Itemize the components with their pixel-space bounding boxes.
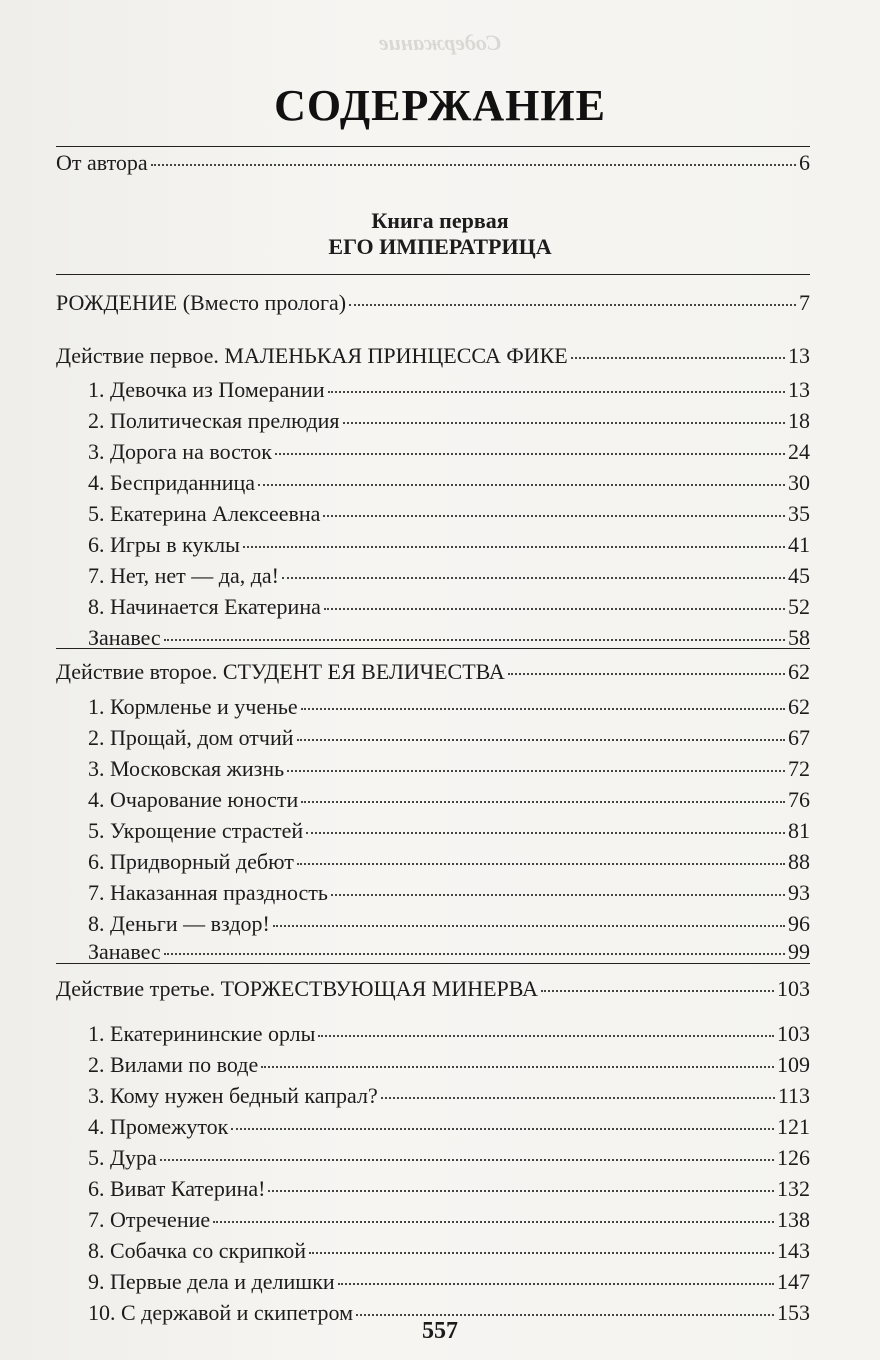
entry-label: 2. Политическая прелюдия [88, 408, 340, 433]
dot-leader [541, 989, 774, 992]
page-number: 557 [422, 1318, 458, 1344]
entry-page: 52 [788, 594, 810, 619]
toc-entry-chapter [88, 1234, 810, 1268]
entry-page: 113 [777, 1083, 810, 1108]
dot-leader [213, 1220, 774, 1223]
entry-page: 6 [799, 150, 810, 175]
book-title: ЕГО ИМПЕРАТРИЦА [328, 234, 552, 259]
toc-entry-prologue [56, 286, 810, 320]
toc-entry-chapter [88, 497, 810, 531]
toc-entry-chapter [88, 1017, 810, 1051]
toc-entry-act [56, 972, 810, 1006]
toc-entry-chapter [88, 1079, 810, 1113]
entry-label: От автора [56, 150, 148, 175]
running-header-show-through: Содержание [378, 30, 502, 55]
entry-page: 153 [777, 1300, 810, 1325]
entry-label: 1. Кормленье и ученье [88, 694, 298, 719]
entry-label: 7. Нет, нет — да, да! [88, 563, 280, 588]
entry-label: 7. Отречение [88, 1207, 211, 1232]
entry-page: 13 [788, 377, 810, 402]
toc-entry-chapter [88, 528, 810, 562]
dot-leader [309, 1251, 774, 1254]
entry-page: 30 [788, 470, 810, 495]
entry-page: 93 [788, 880, 810, 905]
dot-leader [338, 1282, 774, 1285]
entry-label: Действие первое. МАЛЕНЬКАЯ ПРИНЦЕССА ФИКЕ [56, 343, 568, 368]
entry-page: 103 [777, 976, 810, 1001]
entry-label: 9. Первые дела и делишки [88, 1269, 335, 1294]
dot-leader [508, 672, 785, 675]
entry-label: 6. Игры в куклы [88, 532, 240, 557]
entry-label: 10. С державой и скипетром [88, 1300, 354, 1325]
toc-entry-chapter [88, 466, 810, 500]
entry-label: 6. Придворный дебют [88, 849, 294, 874]
dot-leader [356, 1313, 774, 1316]
entry-label: 2. Прощай, дом отчий [88, 725, 294, 750]
entry-page: 62 [788, 694, 810, 719]
entry-label: 8. Деньги — вздор! [88, 911, 270, 936]
dot-leader [343, 421, 785, 424]
entry-label: 3. Московская жизнь [88, 756, 285, 781]
entry-page: 147 [777, 1269, 810, 1294]
toc-entry-chapter [88, 435, 810, 469]
entry-page: 88 [788, 849, 810, 874]
dot-leader [328, 390, 785, 393]
toc-entry-chapter [88, 752, 810, 786]
entry-label: 3. Дорога на восток [88, 439, 272, 464]
entry-page: 76 [788, 787, 810, 812]
entry-label: 6. Виват Катерина! [88, 1176, 266, 1201]
entry-label: 8. Собачка со скрипкой [88, 1238, 307, 1263]
toc-entry-act [56, 655, 810, 689]
entry-label: 1. Екатерининские орлы [88, 1021, 316, 1046]
toc-entry-chapter [88, 814, 810, 848]
entry-label: 8. Начинается Екатерина [88, 594, 321, 619]
entry-label: 5. Дура [88, 1145, 157, 1170]
entry-page: 18 [788, 408, 810, 433]
toc-entry-chapter [88, 876, 810, 910]
toc-entry-chapter [88, 1141, 810, 1175]
toc-entry-chapter [88, 373, 810, 407]
entry-label: 2. Вилами по воде [88, 1052, 259, 1077]
dot-leader [297, 862, 785, 865]
entry-page: 62 [788, 659, 810, 684]
entry-label: Действие третье. ТОРЖЕСТВУЮЩАЯ МИНЕРВА [56, 976, 538, 1001]
dot-leader [273, 924, 785, 927]
entry-label: 3. Кому нужен бедный капрал? [88, 1083, 378, 1108]
toc-entry-chapter [88, 721, 810, 755]
entry-page: 35 [788, 501, 810, 526]
dot-leader [306, 831, 785, 834]
entry-page: 81 [788, 818, 810, 843]
book-subtitle: Книга первая [371, 208, 509, 233]
entry-label: 5. Укрощение страстей [88, 818, 304, 843]
toc-entry-curtain [88, 621, 810, 655]
entry-page: 109 [777, 1052, 810, 1077]
entry-label: 4. Очарование юности [88, 787, 299, 812]
dot-leader [381, 1096, 775, 1099]
dot-leader [268, 1189, 774, 1192]
toc-entry-chapter [88, 1203, 810, 1237]
entry-page: 67 [788, 725, 810, 750]
entry-label: 4. Промежуток [88, 1114, 229, 1139]
dot-leader [297, 738, 786, 741]
entry-page: 126 [777, 1145, 810, 1170]
divider [56, 648, 810, 649]
entry-page: 72 [788, 756, 810, 781]
dot-leader [261, 1065, 774, 1068]
dot-leader [301, 707, 785, 710]
entry-page: 99 [788, 939, 810, 964]
entry-page: 24 [788, 439, 810, 464]
entry-page: 103 [777, 1021, 810, 1046]
toc-entry-intro [56, 146, 810, 180]
dot-leader [349, 303, 796, 306]
entry-page: 138 [777, 1207, 810, 1232]
entry-label: РОЖДЕНИЕ (Вместо пролога) [56, 290, 347, 315]
toc-entry-chapter [88, 559, 810, 593]
entry-label: 5. Екатерина Алексеевна [88, 501, 321, 526]
toc-entry-chapter [88, 845, 810, 879]
toc-entry-act [56, 339, 810, 373]
entry-page: 7 [799, 290, 810, 315]
toc-entry-chapter [88, 404, 810, 438]
entry-page: 13 [788, 343, 810, 368]
entry-page: 143 [777, 1238, 810, 1263]
dot-leader [318, 1034, 774, 1037]
entry-label: Занавес [88, 625, 161, 650]
dot-leader [301, 800, 785, 803]
toc-entry-chapter [88, 690, 810, 724]
divider [56, 274, 810, 275]
dot-leader [571, 356, 785, 359]
dot-leader [331, 893, 785, 896]
entry-label: 7. Наказанная праздность [88, 880, 328, 905]
entry-label: Действие второе. СТУДЕНТ ЕЯ ВЕЛИЧЕСТВА [56, 659, 505, 684]
entry-page: 45 [788, 563, 810, 588]
dot-leader [164, 638, 785, 641]
toc-entry-chapter [88, 590, 810, 624]
toc-entry-chapter [88, 1110, 810, 1144]
entry-page: 41 [788, 532, 810, 557]
entry-label: 4. Бесприданница [88, 470, 256, 495]
dot-leader [287, 769, 785, 772]
dot-leader [324, 607, 785, 610]
entry-page: 121 [777, 1114, 810, 1139]
dot-leader [164, 952, 785, 955]
toc-entry-chapter [88, 1048, 810, 1082]
dot-leader [282, 576, 785, 579]
dot-leader [275, 452, 785, 455]
toc-entry-chapter [88, 783, 810, 817]
toc-entry-chapter [88, 1172, 810, 1206]
entry-label: Занавес [88, 939, 161, 964]
entry-page: 132 [777, 1176, 810, 1201]
entry-page: 96 [788, 911, 810, 936]
divider [56, 963, 810, 964]
dot-leader [160, 1158, 774, 1161]
dot-leader [323, 514, 785, 517]
toc-entry-chapter [88, 1265, 810, 1299]
dot-leader [231, 1127, 774, 1130]
entry-page: 58 [788, 625, 810, 650]
dot-leader [258, 483, 785, 486]
entry-label: 1. Девочка из Померании [88, 377, 325, 402]
dot-leader [243, 545, 785, 548]
dot-leader [151, 163, 796, 166]
page-title: СОДЕРЖАНИЕ [274, 81, 606, 130]
